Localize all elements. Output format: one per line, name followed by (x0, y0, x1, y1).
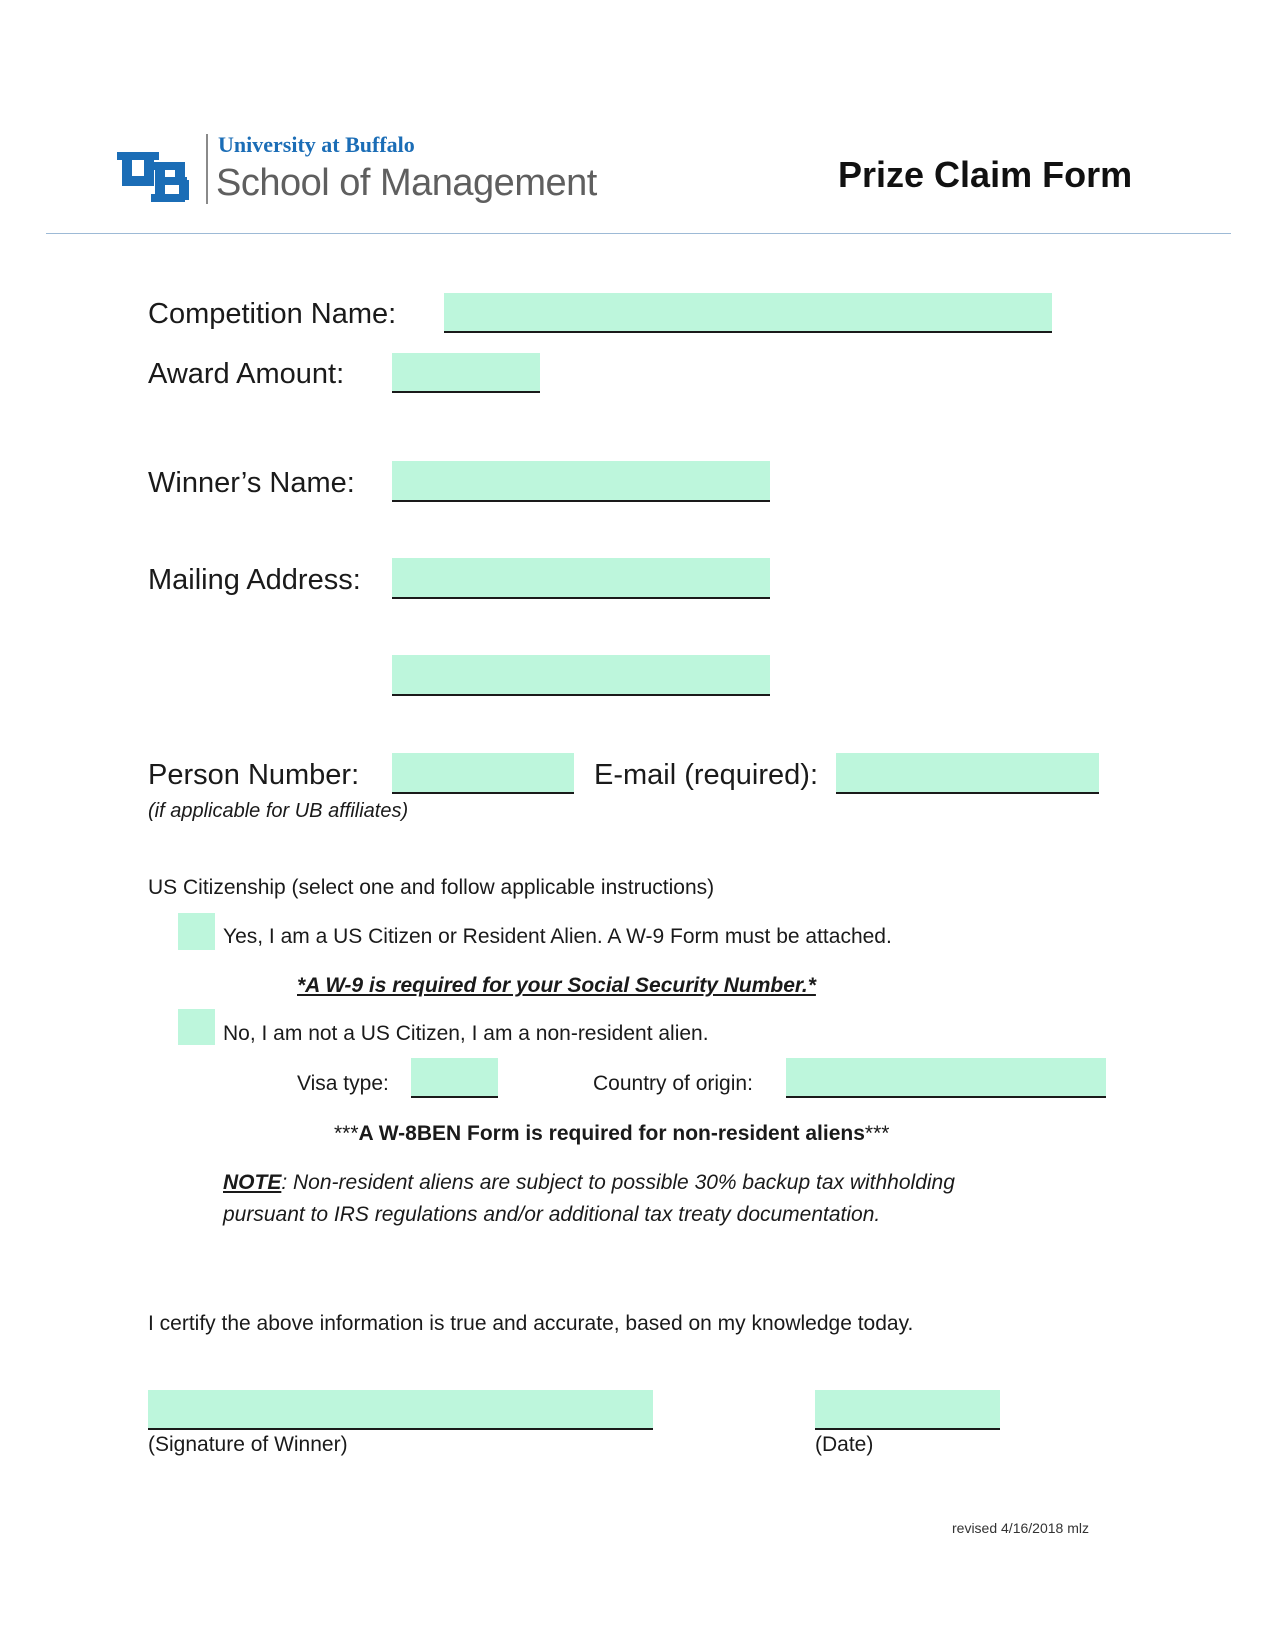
revision-note: revised 4/16/2018 mlz (952, 1520, 1089, 1536)
note-text-line1: : Non-resident aliens are subject to possible 30% backup tax withholding (281, 1171, 955, 1194)
certification-statement: I certify the above information is true and accurate, based on my knowledge today. (148, 1312, 914, 1335)
person-number-label: Person Number: (148, 759, 360, 791)
email-label: E-mail (required): (594, 759, 818, 791)
award-amount-label: Award Amount: (148, 358, 345, 390)
date-field[interactable] (815, 1390, 1000, 1430)
email-field[interactable] (836, 753, 1099, 794)
w8ben-suffix: *** (864, 1122, 890, 1145)
citizenship-heading: US Citizenship (select one and follow applicable instructions) (148, 876, 715, 899)
w9-required-note: *A W-9 is required for your Social Security Number.* (297, 974, 816, 997)
signature-field[interactable] (148, 1390, 653, 1430)
citizen-no-checkbox[interactable] (178, 1009, 215, 1045)
competition-name-label: Competition Name: (148, 298, 397, 330)
note-label: NOTE (223, 1171, 282, 1194)
mailing-address-line2-field[interactable] (392, 655, 770, 696)
w8ben-prefix: *** (334, 1122, 359, 1145)
tax-note-line1 (223, 1171, 955, 1195)
logo-divider (206, 134, 208, 204)
header-divider (46, 233, 1231, 234)
country-of-origin-label: Country of origin: (593, 1072, 753, 1095)
ub-logo-icon (117, 150, 193, 202)
logo-school-text: School of Management (216, 162, 597, 204)
logo-university-text: University at Buffalo (218, 132, 415, 157)
page-title: Prize Claim Form (838, 154, 1133, 195)
citizen-no-label: No, I am not a US Citizen, I am a non-resident alien. (223, 1022, 709, 1045)
person-number-field[interactable] (392, 753, 574, 794)
winners-name-field[interactable] (392, 461, 770, 502)
person-number-note: (if applicable for UB affiliates) (148, 800, 409, 822)
competition-name-field[interactable] (444, 293, 1052, 333)
country-of-origin-field[interactable] (786, 1058, 1106, 1098)
w8ben-note (334, 1122, 889, 1146)
w8ben-text: A W-8BEN Form is required for non-resident aliens (358, 1122, 865, 1145)
visa-type-field[interactable] (411, 1058, 498, 1098)
citizen-yes-label: Yes, I am a US Citizen or Resident Alien. A W-9 Form must be attached. (223, 925, 892, 948)
visa-type-label: Visa type: (297, 1072, 389, 1095)
winners-name-label: Winner’s Name: (148, 467, 355, 499)
tax-note-line2: pursuant to IRS regulations and/or additional tax treaty documentation. (223, 1203, 881, 1226)
mailing-address-line1-field[interactable] (392, 558, 770, 599)
citizen-yes-checkbox[interactable] (178, 913, 215, 950)
signature-label: (Signature of Winner) (148, 1433, 348, 1456)
mailing-address-label: Mailing Address: (148, 564, 361, 596)
award-amount-field[interactable] (392, 353, 540, 393)
date-label: (Date) (815, 1433, 874, 1456)
